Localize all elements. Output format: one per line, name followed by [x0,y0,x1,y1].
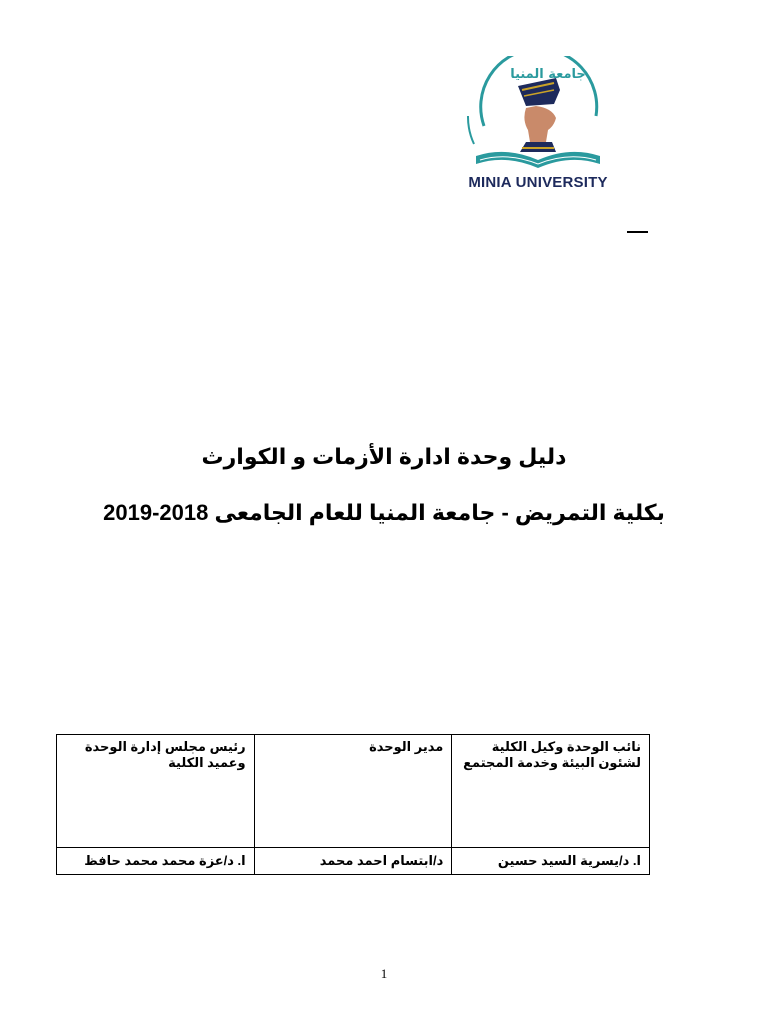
signature-table [56,734,650,875]
logo-arabic-text: جامعة المنيا [510,67,586,82]
nefertiti-emblem-icon [456,56,620,176]
signature-role-cell: مدير الوحدة [254,735,452,848]
open-book-icon [476,152,600,168]
minia-university-logo [456,56,620,202]
signature-role-cell: نائب الوحدة وكيل الكلية لشئون البيئة وخدمة المجتمع [452,735,650,848]
document-title: دليل وحدة ادارة الأزمات و الكوارث [201,444,567,469]
signature-name-cell: د/ابتسام احمد محمد [254,848,452,875]
signature-names-row [57,848,650,875]
signature-name-cell: ا. د/يسرية السيد حسين [452,848,650,875]
page-number: 1 [380,966,388,981]
signature-role-cell: رئيس مجلس إدارة الوحدة وعميد الكلية [57,735,255,848]
nefertiti-head-icon [518,78,560,152]
signature-roles-row [57,735,650,848]
logo-text: MINIA UNIVERSITY [468,174,608,191]
separator-dash [627,231,648,233]
signature-name-cell: ا. د/عزة محمد محمد حافظ [57,848,255,875]
document-subtitle: بكلية التمريض - جامعة المنيا للعام الجامعى 2018-2019 [103,500,665,525]
